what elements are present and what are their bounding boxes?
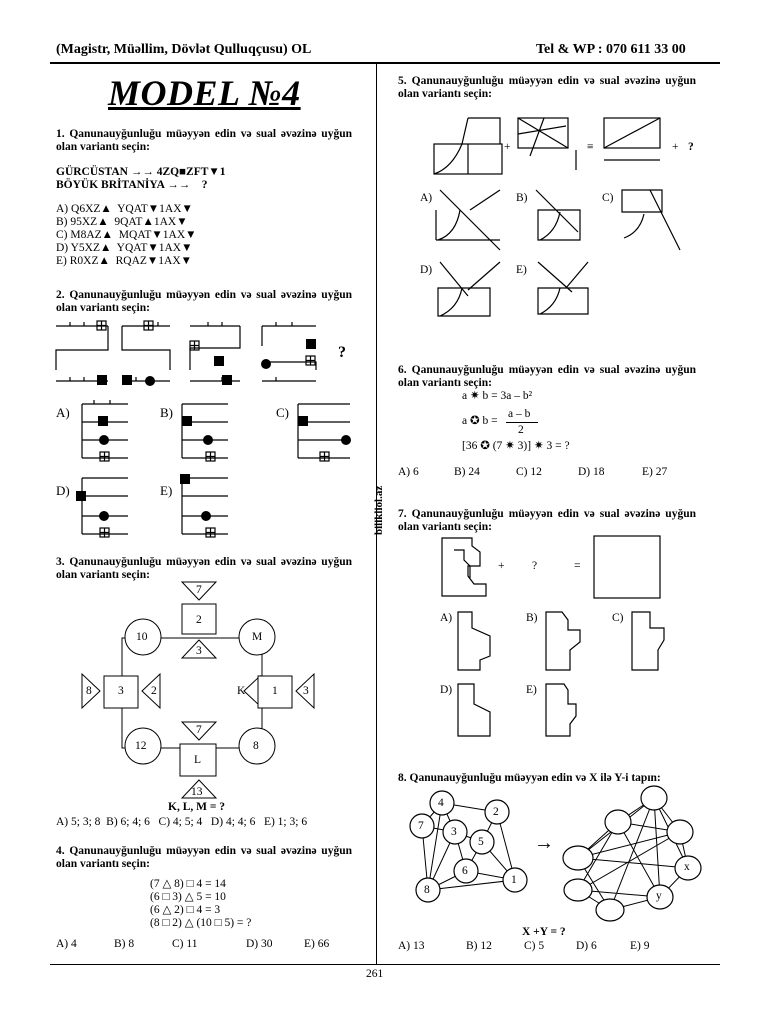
q6-option-b[interactable]: B) 24 xyxy=(454,466,480,478)
q4-eq3: (6 △ 2) □ 4 = 3 xyxy=(150,904,221,916)
q4-eq4: (8 □ 2) △ (10 □ 5) = ? xyxy=(150,917,252,929)
q3-circle-tl: 10 xyxy=(136,631,148,643)
q5-prompt: 5. Qanunauyğunluğu müəyyən edin və sual əvəzinə uyğun olan variantı seçin: xyxy=(398,75,696,100)
q6-option-c[interactable]: C) 12 xyxy=(516,466,542,478)
q8-prompt: 8. Qanunauyğunluğu müəyyən edin və X ilə Y-i tapın: xyxy=(398,772,661,784)
q1-prompt: 1. Qanunauyğunluğu müəyyən edin və sual əvəzinə uyğun olan variantı seçin: xyxy=(56,128,352,153)
q3-prompt: 3. Qanunauyğunluğu müəyyən edin və sual əvəzinə uyğun olan variantı seçin: xyxy=(56,556,352,581)
q8-node-5: 5 xyxy=(478,836,484,848)
q8-node-6: 6 xyxy=(462,865,468,877)
q3-circle-tr: M xyxy=(252,631,263,643)
q3-answer-line: K, L, M = ? xyxy=(168,801,226,813)
q3-bottom-square: L xyxy=(194,754,202,766)
q7-option-c[interactable]: C) xyxy=(612,612,624,624)
page-number: 261 xyxy=(366,968,384,980)
q2-option-a[interactable]: A) xyxy=(56,405,70,420)
q4-option-b[interactable]: B) 8 xyxy=(114,938,135,950)
header-left: (Magistr, Müəllim, Dövlət Qulluqçusu) OL xyxy=(56,42,312,57)
q6-formula2-left: a ✪ b = xyxy=(462,415,498,427)
q3-right-tri: K xyxy=(237,685,246,697)
q8-node-1: 1 xyxy=(511,874,517,886)
q3-circle-br: 8 xyxy=(253,740,259,752)
q8-option-d[interactable]: D) 6 xyxy=(576,940,597,952)
q6-option-a[interactable]: A) 6 xyxy=(398,466,419,478)
q8-option-e[interactable]: E) 9 xyxy=(630,940,650,952)
q8-node-8: 8 xyxy=(424,884,430,896)
side-watermark: bilikliol.az xyxy=(373,485,385,535)
q6-formula2-num: a – b xyxy=(508,408,531,420)
q4-option-c[interactable]: C) 11 xyxy=(172,938,198,950)
q4-option-e[interactable]: E) 66 xyxy=(304,938,330,950)
q7-op-plus: + xyxy=(498,560,505,572)
q5-option-b[interactable]: B) xyxy=(516,192,528,204)
q4-option-a[interactable]: A) 4 xyxy=(56,938,77,950)
q8-option-b[interactable]: B) 12 xyxy=(466,940,492,952)
q3-top-square: 2 xyxy=(196,614,202,626)
header-right: Tel & WP : 070 611 33 00 xyxy=(536,42,686,57)
q8-arrow: → xyxy=(534,832,554,854)
q4-eq2: (6 □ 3) △ 5 = 10 xyxy=(150,891,226,903)
q2-question-mark: ? xyxy=(338,344,346,361)
q7-op-question: ? xyxy=(532,560,538,572)
q4-option-d[interactable]: D) 30 xyxy=(246,938,273,950)
q5-op3: + xyxy=(672,141,679,153)
q1-option-b[interactable]: B) 95XZ▲ 9QAT▲1AX▼ xyxy=(56,216,188,228)
q1-option-e[interactable]: E) R0XZ▲ RQAZ▼1AX▼ xyxy=(56,255,193,267)
q7-prompt: 7. Qanunauyğunluğu müəyyən edin və sual əvəzinə uyğun olan variantı seçin: xyxy=(398,508,696,533)
q3-left-square: 3 xyxy=(118,685,124,697)
q8-node-3: 3 xyxy=(451,826,457,838)
q5-option-c[interactable]: C) xyxy=(602,192,614,204)
q5-option-e[interactable]: E) xyxy=(516,264,527,276)
q8-option-a[interactable]: A) 13 xyxy=(398,940,425,952)
q7-op-equals: = xyxy=(574,560,581,572)
q3-options[interactable]: A) 5; 3; 8 B) 6; 4; 6 C) 4; 5; 4 D) 4; 4; 6 E) 1; 3; 6 xyxy=(56,816,308,828)
q6-formula2-den: 2 xyxy=(518,424,524,436)
q3-right-square: 1 xyxy=(272,685,278,697)
q7-option-a[interactable]: A) xyxy=(440,612,453,624)
q8-node-4: 4 xyxy=(438,797,444,809)
q8-equation: X +Y = ? xyxy=(522,926,566,938)
q5-op4: ? xyxy=(688,141,694,153)
q3-right-tri2: 3 xyxy=(303,685,309,697)
q5-op1: + xyxy=(504,141,511,153)
q5-option-d[interactable]: D) xyxy=(420,264,433,276)
q2-option-c[interactable]: C) xyxy=(276,405,289,420)
q7-option-e[interactable]: E) xyxy=(526,684,537,696)
q3-bottom-tri: 7 xyxy=(196,724,202,736)
q2-prompt: 2. Qanunauyğunluğu müəyyən edin və sual əvəzinə uyğun olan variantı seçin: xyxy=(56,289,352,314)
q3-top-tri2: 3 xyxy=(196,645,202,657)
q6-formula3: [36 ✪ (7 ✷ 3)] ✷ 3 = ? xyxy=(462,440,570,452)
page-title: MODEL №4 xyxy=(108,73,301,113)
q7-option-b[interactable]: B) xyxy=(526,612,538,624)
q1-option-c[interactable]: C) M8AZ▲ MQAT▼1AX▼ xyxy=(56,229,197,241)
q5-option-a[interactable]: A) xyxy=(420,192,433,204)
q8-node-2: 2 xyxy=(493,806,499,818)
q1-option-a[interactable]: A) Q6XZ▲ YQAT▼1AX▼ xyxy=(56,203,193,215)
q2-option-d[interactable]: D) xyxy=(56,483,70,498)
q8-node-x: x xyxy=(684,861,690,873)
q4-prompt: 4. Qanunauyğunluğu müəyyən edin və sual əvəzinə uyğun olan variantı seçin: xyxy=(56,845,352,870)
q3-circle-bl: 12 xyxy=(135,740,147,752)
q1-line2: BÖYÜK BRİTANİYA →→ ? xyxy=(56,179,208,191)
q5-op2: ≡ xyxy=(587,141,594,153)
q6-formula1: a ✷ b = 3a – b² xyxy=(462,390,533,402)
q8-node-7: 7 xyxy=(418,820,424,832)
q3-left-tri2: 2 xyxy=(151,685,157,697)
q4-eq1: (7 △ 8) □ 4 = 14 xyxy=(150,878,226,890)
q3-top-tri: 7 xyxy=(196,584,202,596)
q3-bottom-tri2: 13 xyxy=(191,786,203,798)
q8-node-y: y xyxy=(656,890,662,902)
q6-prompt: 6. Qanunauyğunluğu müəyyən edin və sual əvəzinə uyğun olan variantı seçin: xyxy=(398,364,696,389)
q1-option-d[interactable]: D) Y5XZ▲ YQAT▼1AX▼ xyxy=(56,242,193,254)
q3-left-tri: 8 xyxy=(86,685,92,697)
q2-option-b[interactable]: B) xyxy=(160,405,173,420)
q1-line1: GÜRCÜSTAN →→ 4ZQ■ZFT▼1 xyxy=(56,166,226,178)
q2-option-e[interactable]: E) xyxy=(160,483,173,498)
q6-option-d[interactable]: D) 18 xyxy=(578,466,605,478)
q8-option-c[interactable]: C) 5 xyxy=(524,940,545,952)
q6-option-e[interactable]: E) 27 xyxy=(642,466,668,478)
q7-option-d[interactable]: D) xyxy=(440,684,453,696)
